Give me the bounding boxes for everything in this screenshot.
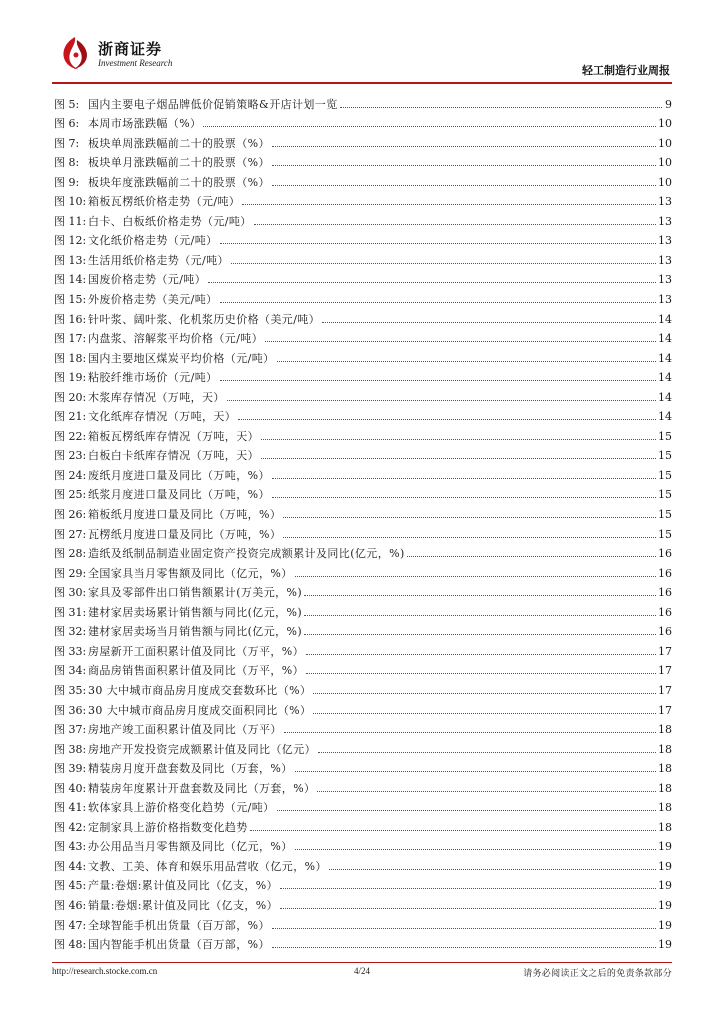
- toc-entry-label: 图 40:: [54, 781, 87, 795]
- toc-entry-title: 全球智能手机出货量（百万部，%）: [88, 918, 270, 932]
- toc-entry-title: 产量:卷烟:累计值及同比（亿支，%）: [88, 879, 279, 893]
- toc-entry-caption: [54, 606, 302, 619]
- toc-entry[interactable]: [54, 326, 672, 346]
- toc-dot-leader: [304, 614, 656, 616]
- toc-entry-label: 图 42:: [54, 820, 87, 834]
- toc-dot-leader: [280, 907, 656, 909]
- toc-entry-caption: [54, 176, 270, 189]
- toc-dot-leader: [283, 516, 656, 518]
- footer-disclaimer: 请务必阅读正文之后的免责条款部分: [523, 969, 672, 979]
- toc-entry-label: 图 20:: [54, 390, 87, 404]
- toc-entry-caption: [54, 215, 252, 228]
- toc-entry-title: 本周市场涨跌幅（%）: [88, 117, 202, 131]
- brand-name-cn: 浙商证券: [98, 40, 163, 58]
- toc-entry[interactable]: [54, 756, 672, 776]
- toc-entry-caption: [54, 332, 263, 345]
- toc-entry[interactable]: [54, 189, 672, 209]
- toc-dot-leader: [277, 360, 656, 362]
- toc-dot-leader: [283, 536, 656, 538]
- toc-entry[interactable]: [54, 697, 672, 717]
- toc-entry[interactable]: [54, 541, 672, 561]
- toc-entry[interactable]: [54, 384, 672, 404]
- toc-entry[interactable]: [54, 677, 672, 697]
- toc-entry-label: 图 45:: [54, 879, 87, 893]
- toc-entry[interactable]: [54, 619, 672, 639]
- toc-entry-label: 图 34:: [54, 664, 87, 678]
- toc-entry-title: 粘胶纤维市场价（元/吨）: [88, 371, 218, 385]
- toc-dot-leader: [318, 751, 656, 753]
- toc-entry-label: 图 43:: [54, 840, 87, 854]
- toc-dot-leader: [231, 262, 656, 264]
- toc-entry-page: 14: [658, 351, 672, 365]
- toc-dot-leader: [220, 379, 656, 381]
- toc-entry-page: 13: [658, 214, 672, 228]
- toc-entry-page: 13: [658, 273, 672, 287]
- toc-entry-page: 17: [658, 703, 672, 717]
- toc-dot-leader: [317, 790, 656, 792]
- toc-dot-leader: [238, 418, 656, 420]
- toc-entry-caption: [54, 645, 304, 658]
- toc-entry-title: 建材家居卖场当月销售额与同比(亿元，%): [88, 625, 303, 639]
- toc-entry-label: 图 31:: [54, 605, 87, 619]
- toc-entry-page: 14: [658, 371, 672, 385]
- toc-entry-label: 图 37:: [54, 723, 87, 737]
- toc-entry-caption: [54, 664, 304, 677]
- toc-entry-caption: [54, 919, 270, 932]
- toc-entry[interactable]: [54, 247, 672, 267]
- toc-entry-label: 图 25:: [54, 488, 87, 502]
- toc-entry[interactable]: [54, 423, 672, 443]
- toc-entry[interactable]: [54, 814, 672, 834]
- toc-entry-page: 10: [658, 117, 672, 131]
- toc-entry-page: 13: [658, 195, 672, 209]
- toc-entry-caption: [54, 938, 270, 951]
- page-footer: [52, 966, 672, 980]
- toc-entry[interactable]: [54, 462, 672, 482]
- toc-dot-leader: [272, 164, 656, 166]
- toc-entry-caption: [54, 195, 240, 208]
- toc-dot-leader: [329, 868, 656, 870]
- toc-entry-page: 17: [658, 664, 672, 678]
- toc-entry-label: 图 30:: [54, 586, 87, 600]
- toc-entry-label: 图 12:: [54, 234, 87, 248]
- toc-entry-page: 13: [658, 234, 672, 248]
- toc-entry[interactable]: [54, 580, 672, 600]
- toc-dot-leader: [280, 887, 656, 889]
- toc-entry[interactable]: [54, 130, 672, 150]
- toc-dot-leader: [261, 438, 656, 440]
- toc-entry-label: 图 17:: [54, 332, 87, 346]
- toc-dot-leader: [242, 203, 656, 205]
- toc-entry[interactable]: [54, 521, 672, 541]
- toc-entry-title: 商品房销售面积累计值及同比（万平，%）: [88, 664, 305, 678]
- toc-entry-title: 纸浆月度进口量及同比（万吨，%）: [88, 488, 270, 502]
- toc-entry[interactable]: [54, 208, 672, 228]
- toc-entry-title: 箱板瓦楞纸价格走势（元/吨）: [88, 195, 241, 209]
- toc-entry-label: 图 41:: [54, 801, 87, 815]
- toc-entry[interactable]: [54, 834, 672, 854]
- toc-entry[interactable]: [54, 306, 672, 326]
- toc-dot-leader: [313, 712, 656, 714]
- toc-entry-title: 国内主要电子烟品牌低价促销策略&开店计划一览: [88, 97, 338, 111]
- toc-entry-caption: [54, 449, 259, 462]
- toc-entry-label: 图 19:: [54, 371, 87, 385]
- toc-entry-page: 15: [658, 429, 672, 443]
- header-divider: [52, 82, 672, 84]
- toc-entry-title: 板块单月涨跌幅前二十的股票（%）: [88, 156, 270, 170]
- toc-entry-label: 图 28:: [54, 547, 87, 561]
- toc-entry-caption: [54, 98, 338, 111]
- toc-entry[interactable]: [54, 482, 672, 502]
- toc-entry-caption: [54, 117, 201, 130]
- toc-dot-leader: [340, 106, 662, 108]
- toc-entry-caption: [54, 391, 225, 404]
- toc-entry-title: 箱板纸月度进口量及同比（万吨，%）: [88, 508, 282, 522]
- toc-entry[interactable]: [54, 286, 672, 306]
- toc-entry-caption: [54, 801, 275, 814]
- toc-entry-page: 19: [658, 859, 672, 873]
- toc-entry-label: 图 9:: [54, 175, 80, 189]
- toc-entry-page: 15: [658, 488, 672, 502]
- toc-entry-label: 图 13:: [54, 253, 87, 267]
- toc-entry-page: 14: [658, 332, 672, 346]
- toc-entry-caption: [54, 352, 275, 365]
- toc-entry-title: 房地产竣工面积累计值及同比（万平）: [88, 723, 282, 737]
- toc-entry[interactable]: [54, 873, 672, 893]
- toc-entry-caption: [54, 684, 311, 697]
- toc-entry-page: 15: [658, 527, 672, 541]
- toc-entry-page: 14: [658, 410, 672, 424]
- toc-entry-title: 国内主要地区煤炭平均价格（元/吨）: [88, 351, 275, 365]
- toc-dot-leader: [295, 575, 656, 577]
- toc-entry-title: 白板白卡纸库存情况（万吨，天）: [88, 449, 259, 463]
- toc-entry-page: 13: [658, 253, 672, 267]
- toc-entry-page: 19: [658, 898, 672, 912]
- toc-dot-leader: [265, 340, 656, 342]
- toc-entry-page: 16: [658, 605, 672, 619]
- toc-entry-caption: [54, 234, 218, 247]
- toc-dot-leader: [250, 829, 656, 831]
- toc-entry-page: 18: [658, 781, 672, 795]
- toc-entry-caption: [54, 137, 270, 150]
- toc-entry-caption: [54, 528, 281, 541]
- toc-dot-leader: [261, 457, 656, 459]
- toc-entry-page: 19: [658, 840, 672, 854]
- toc-entry[interactable]: [54, 599, 672, 619]
- toc-entry-label: 图 48:: [54, 938, 87, 952]
- toc-entry-title: 定制家具上游价格指数变化趋势: [88, 820, 248, 834]
- toc-entry-title: 房地产开发投资完成额累计值及同比（亿元）: [88, 742, 316, 756]
- toc-entry-label: 图 16:: [54, 312, 87, 326]
- toc-dot-leader: [407, 555, 656, 557]
- toc-entry-caption: [54, 508, 281, 521]
- toc-entry-title: 外废价格走势（美元/吨）: [88, 293, 218, 307]
- toc-entry-title: 针叶浆、阔叶浆、化机浆历史价格（美元/吨）: [88, 312, 321, 326]
- toc-dot-leader: [304, 594, 656, 596]
- toc-entry-page: 17: [658, 644, 672, 658]
- toc-dot-leader: [295, 848, 656, 850]
- toc-entry[interactable]: [54, 169, 672, 189]
- toc-entry-label: 图 23:: [54, 449, 87, 463]
- toc-entry[interactable]: [54, 560, 672, 580]
- toc-entry-label: 图 36:: [54, 703, 87, 717]
- toc-entry-caption: [54, 704, 311, 717]
- toc-entry-caption: [54, 586, 302, 599]
- toc-entry-label: 图 27:: [54, 527, 87, 541]
- toc-entry[interactable]: [54, 775, 672, 795]
- toc-dot-leader: [203, 125, 656, 127]
- toc-entry-label: 图 18:: [54, 351, 87, 365]
- toc-entry[interactable]: [54, 892, 672, 912]
- toc-entry-page: 18: [658, 820, 672, 834]
- toc-entry-title: 白卡、白板纸价格走势（元/吨）: [88, 214, 252, 228]
- toc-entry-label: 图 11:: [54, 214, 87, 228]
- toc-entry-caption: [54, 567, 293, 580]
- toc-entry[interactable]: [54, 501, 672, 521]
- toc-entry-label: 图 32:: [54, 625, 87, 639]
- toc-entry-page: 18: [658, 723, 672, 737]
- toc-entry-title: 文化纸价格走势（元/吨）: [88, 234, 218, 248]
- report-type-title: 轻工制造行业周报: [582, 64, 670, 77]
- toc-entry-label: 图 38:: [54, 742, 87, 756]
- toc-entry-page: 10: [658, 175, 672, 189]
- toc-entry-page: 13: [658, 293, 672, 307]
- toc-entry-caption: [54, 840, 293, 853]
- toc-entry-title: 木浆库存情况（万吨，天）: [88, 390, 225, 404]
- toc-dot-leader: [306, 672, 656, 674]
- toc-entry[interactable]: [54, 404, 672, 424]
- toc-entry-title: 房屋新开工面积累计值及同比（万平，%）: [88, 644, 305, 658]
- toc-dot-leader: [272, 145, 656, 147]
- toc-entry-caption: [54, 821, 248, 834]
- toc-entry-label: 图 47:: [54, 918, 87, 932]
- toc-entry-caption: [54, 293, 218, 306]
- toc-entry-title: 精装房月度开盘套数及同比（万套，%）: [88, 762, 293, 776]
- toc-entry-page: 16: [658, 586, 672, 600]
- figure-index-list: [54, 91, 672, 951]
- toc-entry-label: 图 10:: [54, 195, 87, 209]
- toc-entry-label: 图 26:: [54, 508, 87, 522]
- toc-entry-title: 软体家具上游价格变化趋势（元/吨）: [88, 801, 275, 815]
- toc-entry-caption: [54, 488, 270, 501]
- footer-page-number: 4/24: [354, 966, 371, 976]
- toc-entry-label: 图 46:: [54, 898, 87, 912]
- toc-entry[interactable]: [54, 267, 672, 287]
- toc-entry-title: 家具及零部件出口销售额累计(万美元，%): [88, 586, 303, 600]
- toc-entry-title: 生活用纸价格走势（元/吨）: [88, 253, 229, 267]
- toc-entry-caption: [54, 313, 320, 326]
- toc-entry[interactable]: [54, 111, 672, 131]
- toc-entry-caption: [54, 782, 315, 795]
- toc-entry-title: 文化纸库存情况（万吨，天）: [88, 410, 237, 424]
- toc-entry-caption: [54, 410, 236, 423]
- toc-entry-page: 10: [658, 156, 672, 170]
- toc-entry[interactable]: [54, 717, 672, 737]
- toc-entry-caption: [54, 430, 259, 443]
- toc-entry-title: 内盘浆、溶解浆平均价格（元/吨）: [88, 332, 264, 346]
- toc-dot-leader: [272, 946, 656, 948]
- toc-entry-title: 瓦楞纸月度进口量及同比（万吨，%）: [88, 527, 282, 541]
- toc-entry-label: 图 7:: [54, 136, 80, 150]
- toc-entry-page: 15: [658, 468, 672, 482]
- toc-dot-leader: [220, 301, 656, 303]
- toc-entry[interactable]: [54, 912, 672, 932]
- toc-entry-page: 9: [665, 97, 672, 111]
- toc-entry-page: 15: [658, 449, 672, 463]
- toc-entry-page: 18: [658, 742, 672, 756]
- toc-entry-label: 图 21:: [54, 410, 87, 424]
- toc-entry-label: 图 22:: [54, 429, 87, 443]
- toc-entry-caption: [54, 254, 229, 267]
- toc-entry[interactable]: [54, 365, 672, 385]
- toc-entry-title: 30 大中城市商品房月度成交面积同比（%）: [88, 703, 312, 717]
- toc-entry-title: 建材家居卖场累计销售额与同比(亿元，%): [88, 605, 303, 619]
- toc-entry[interactable]: [54, 345, 672, 365]
- toc-entry-label: 图 8:: [54, 156, 80, 170]
- toc-entry[interactable]: [54, 150, 672, 170]
- toc-entry-caption: [54, 723, 282, 736]
- toc-entry[interactable]: [54, 91, 672, 111]
- toc-entry[interactable]: [54, 228, 672, 248]
- toc-entry[interactable]: [54, 853, 672, 873]
- toc-dot-leader: [322, 321, 656, 323]
- toc-entry-title: 国废价格走势（元/吨）: [88, 273, 207, 287]
- toc-dot-leader: [272, 927, 656, 929]
- toc-entry-title: 板块年度涨跌幅前二十的股票（%）: [88, 175, 270, 189]
- toc-entry[interactable]: [54, 932, 672, 952]
- toc-dot-leader: [277, 809, 656, 811]
- page-header: [52, 32, 674, 80]
- toc-entry-caption: [54, 156, 270, 169]
- toc-entry-title: 精装房年度累计开盘套数及同比（万套，%）: [88, 781, 316, 795]
- toc-entry[interactable]: [54, 658, 672, 678]
- toc-entry-label: 图 29:: [54, 566, 87, 580]
- toc-entry[interactable]: [54, 795, 672, 815]
- toc-entry-title: 30 大中城市商品房月度成交套数环比（%）: [88, 683, 312, 697]
- toc-entry-caption: [54, 273, 206, 286]
- toc-entry-caption: [54, 899, 278, 912]
- toc-entry-page: 10: [658, 136, 672, 150]
- toc-dot-leader: [272, 477, 656, 479]
- toc-dot-leader: [272, 184, 656, 186]
- toc-dot-leader: [313, 692, 656, 694]
- toc-entry-page: 14: [658, 312, 672, 326]
- toc-entry-caption: [54, 625, 302, 638]
- toc-entry-title: 国内智能手机出货量（百万部，%）: [88, 938, 270, 952]
- toc-entry-page: 14: [658, 390, 672, 404]
- toc-entry-caption: [54, 762, 293, 775]
- toc-entry[interactable]: [54, 638, 672, 658]
- toc-entry-caption: [54, 860, 327, 873]
- toc-entry-caption: [54, 879, 278, 892]
- toc-entry-label: 图 33:: [54, 644, 87, 658]
- toc-entry-caption: [54, 469, 270, 482]
- toc-entry-label: 图 35:: [54, 683, 87, 697]
- toc-entry-page: 16: [658, 625, 672, 639]
- toc-dot-leader: [284, 731, 656, 733]
- toc-entry-label: 图 24:: [54, 468, 87, 482]
- toc-entry-title: 文教、工美、体育和娱乐用品营收（亿元，%）: [88, 859, 327, 873]
- brand-name-en: Investment Research: [98, 58, 173, 68]
- toc-entry-label: 图 44:: [54, 859, 87, 873]
- toc-entry-page: 18: [658, 762, 672, 776]
- toc-entry-page: 18: [658, 801, 672, 815]
- toc-entry-page: 16: [658, 547, 672, 561]
- toc-entry-caption: [54, 371, 218, 384]
- toc-entry-label: 图 5:: [54, 97, 80, 111]
- toc-entry-title: 全国家具当月零售额及同比（亿元，%）: [88, 566, 293, 580]
- toc-dot-leader: [272, 496, 656, 498]
- toc-entry-caption: [54, 547, 405, 560]
- toc-entry-page: 17: [658, 683, 672, 697]
- toc-entry-label: 图 6:: [54, 117, 80, 131]
- toc-dot-leader: [304, 633, 656, 635]
- toc-entry-title: 板块单周涨跌幅前二十的股票（%）: [88, 136, 270, 150]
- toc-entry[interactable]: [54, 443, 672, 463]
- toc-dot-leader: [227, 399, 656, 401]
- toc-entry[interactable]: [54, 736, 672, 756]
- toc-entry-page: 16: [658, 566, 672, 580]
- zheshang-securities-logo: [60, 36, 90, 70]
- toc-entry-label: 图 39:: [54, 762, 87, 776]
- toc-dot-leader: [208, 281, 656, 283]
- toc-dot-leader: [306, 653, 656, 655]
- toc-entry-page: 19: [658, 879, 672, 893]
- toc-entry-page: 19: [658, 938, 672, 952]
- toc-dot-leader: [254, 223, 656, 225]
- toc-dot-leader: [295, 770, 656, 772]
- toc-entry-title: 造纸及纸制品制造业固定资产投资完成额累计及同比(亿元，%): [88, 547, 405, 561]
- toc-entry-label: 图 14:: [54, 273, 87, 287]
- toc-entry-title: 箱板瓦楞纸库存情况（万吨，天）: [88, 429, 259, 443]
- toc-entry-title: 办公用品当月零售额及同比（亿元，%）: [88, 840, 293, 854]
- footer-url-link[interactable]: http://research.stocke.com.cn: [52, 966, 158, 976]
- toc-entry-caption: [54, 743, 316, 756]
- toc-entry-title: 废纸月度进口量及同比（万吨，%）: [88, 468, 270, 482]
- toc-entry-page: 19: [658, 918, 672, 932]
- footer-divider: [52, 962, 672, 963]
- toc-entry-label: 图 15:: [54, 293, 87, 307]
- toc-entry-page: 15: [658, 508, 672, 522]
- toc-entry-title: 销量:卷烟:累计值及同比（亿支，%）: [88, 898, 279, 912]
- toc-dot-leader: [220, 242, 656, 244]
